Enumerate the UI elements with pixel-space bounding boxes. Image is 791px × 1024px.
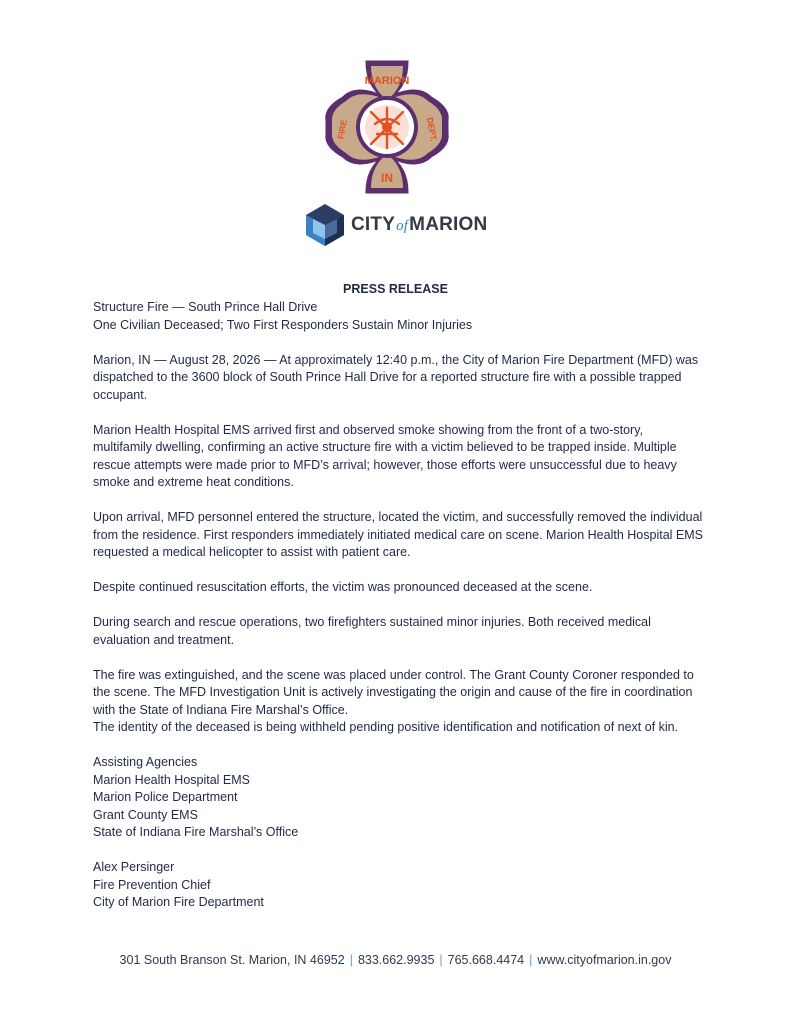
badge-bottom-label: IN [381,171,393,185]
paragraph-3: Upon arrival, MFD personnel entered the structure, located the victim, and successfully removed the individual from the residence. First responders immediately initiated medical care on scene. Marion Health Hospital EMS requested a medical helicopter to assist with patient care. [93,510,703,559]
signature-org: City of Marion Fire Department [93,895,264,909]
agencies-heading: Assisting Agencies [93,755,198,769]
footer-separator: | [349,953,353,967]
footer-address: 301 South Branson St. Marion, IN 46952 [119,953,345,967]
subhead-line-1: Structure Fire — South Prince Hall Drive [93,300,318,314]
footer-phone-1: 833.662.9935 [357,953,435,967]
agency-item: Grant County EMS [93,807,198,822]
paragraph-2: Marion Health Hospital EMS arrived first and observed smoke showing from the front of a two-story, multifamily dwelling, confirming an active structure fire with a victim believed to be trapped inside. Multiple rescue attempts were made prior to MFD’s arrival; however, those efforts were unsuccessful due to heavy smoke and extreme heat conditions. [93,422,677,489]
city-name-word: MARION [409,214,488,235]
city-of-word: of [396,218,409,234]
paragraph-6: The fire was extinguished, and the scene was placed under control. The Grant County Coroner responded to the scene. The MFD Investigation Unit is actively investigating the origin and cause of the fire in coordination with the State of Indiana Fire Marshal’s Office. [93,667,694,717]
press-release-body [93,299,703,912]
agency-item: State of Indiana Fire Marshal’s Office [93,825,299,839]
signature-title: Fire Prevention Chief [93,877,211,892]
paragraph-1: Marion, IN — August 28, 2026 — At approximately 12:40 p.m., the City of Marion Fire Department (MFD) was dispatched to the 3600 block of South Prince Hall Drive for a reported structure fire with a possible trapped occupant. [93,352,699,402]
footer-phone-2: 765.668.4474 [447,953,525,967]
city-of-marion-logo [303,203,493,247]
city-wordmark [351,214,487,236]
footer-separator: | [439,953,443,967]
city-word: CITY [351,214,396,235]
signature-name: Alex Persinger [93,860,175,874]
agency-item: Marion Health Hospital EMS [93,772,251,787]
badge-right-label: DEPT. [424,116,439,143]
paragraph-5: During search and rescue operations, two firefighters sustained minor injuries. Both received medical evaluation and treatment. [93,615,651,647]
fire-badge-svg [323,58,451,196]
badge-left-label: FIRE [335,119,349,140]
footer-separator: | [529,953,533,967]
agency-item: Marion Police Department [93,790,238,804]
paragraph-7: The identity of the deceased is being withheld pending positive identification and notification of next of kin. [93,720,679,734]
footer-contact [0,953,791,967]
subhead-line-2: One Civilian Deceased; Two First Responders Sustain Minor Injuries [93,317,473,332]
fire-department-badge-logo [323,58,451,196]
city-hexagon-mark-icon [303,203,347,247]
footer-website-link[interactable]: www.cityofmarion.in.gov [537,953,672,967]
badge-top-label: MARION [364,75,410,87]
page-title: PRESS RELEASE [343,282,448,296]
paragraph-4: Despite continued resuscitation efforts, the victim was pronounced deceased at the scene. [93,580,593,594]
